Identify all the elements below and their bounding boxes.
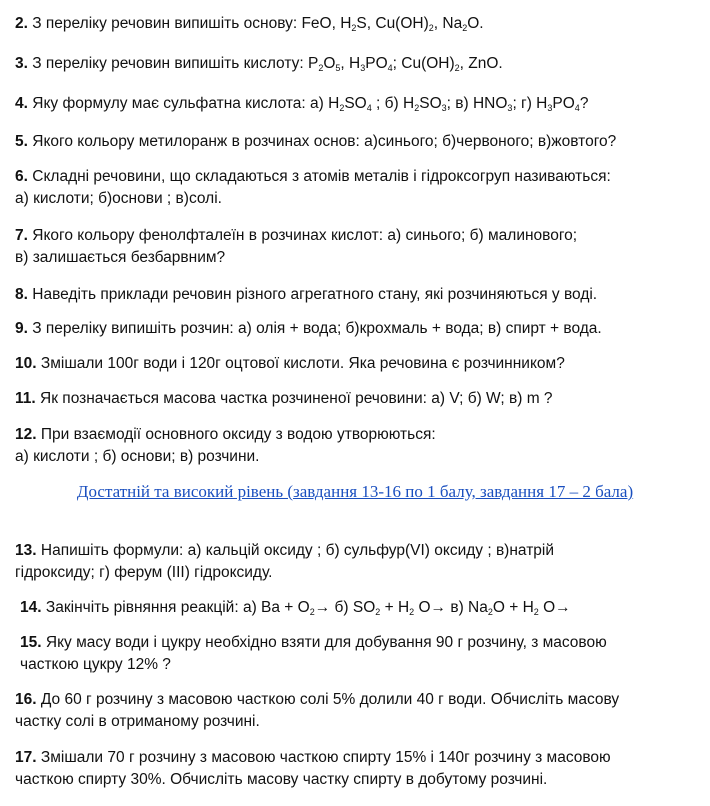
question-number: 12. <box>15 426 37 443</box>
question-text: Яку формулу має сульфатна кислота: а) $H_2SO_4$ ; б) $H_2SO_3$; в) $HNO_3$; г) $H_3PO_4$? <box>32 95 589 113</box>
question-number: 14. <box>20 599 42 616</box>
question-text: Якого кольору метилоранж в розчинах основ: а)синього; б)червоного; в)жовтого? <box>32 133 617 150</box>
question-options: а) кислоти ; б) основи; в) розчини. <box>15 448 260 465</box>
question-11 <box>15 388 700 410</box>
question-number: 17. <box>15 749 37 766</box>
question-number: 4. <box>15 95 28 112</box>
question-text: До 60 г розчину з масовою часткою солі 5% долили 40 г води. Обчисліть масову <box>40 691 620 708</box>
section-heading: Достатній та високий рівень (завдання 13-16 по 1 балу, завдання 17 – 2 бала) <box>76 482 634 501</box>
question-14 <box>20 597 700 619</box>
question-number: 5. <box>15 133 28 150</box>
question-options: гідроксиду; г) ферум (III) гідроксиду. <box>15 564 273 581</box>
question-text: З переліку речовин випишіть основу: FeO, $H_2S$, $Cu(OH)_2$, $Na_2O$. <box>32 15 484 33</box>
question-number: 8. <box>15 286 28 303</box>
question-17 <box>15 747 700 791</box>
question-9 <box>15 318 700 340</box>
question-text: Якого кольору фенолфталеїн в розчинах кислот: а) синього; б) малинового; <box>32 227 578 244</box>
question-text-cont: часткою цукру 12% ? <box>20 656 171 673</box>
question-13 <box>15 540 700 584</box>
question-5 <box>15 131 700 153</box>
question-6 <box>15 166 700 210</box>
question-4 <box>15 93 700 115</box>
question-number: 15. <box>20 634 42 651</box>
question-text: Змішали 70 г розчину з масовою часткою спирту 15% і 140г розчину з масовою <box>40 749 611 766</box>
question-text-cont: часткою спирту 30%. Обчисліть масову частку спирту в добутому розчині. <box>15 771 548 788</box>
question-number: 2. <box>15 15 28 32</box>
question-15 <box>20 632 700 676</box>
question-options: в) залишається безбарвним? <box>15 249 226 266</box>
question-16 <box>15 689 700 733</box>
question-number: 9. <box>15 320 28 337</box>
question-3 <box>15 53 700 75</box>
question-text: Наведіть приклади речовин різного агрегатного стану, які розчиняються у воді. <box>32 286 598 303</box>
question-number: 7. <box>15 227 28 244</box>
question-2 <box>15 13 700 35</box>
question-number: 6. <box>15 168 28 185</box>
question-number: 13. <box>15 542 37 559</box>
question-text: Напишіть формули: а) кальцій оксиду ; б) сульфур(VI) оксиду ; в)натрій <box>40 542 555 559</box>
question-number: 10. <box>15 355 37 372</box>
question-text: Закінчіть рівняння реакцій: а) $Ba + O_2\to б$) $SO_2 + H_2$ O→ в) $Na_2O + H_2$ O→ <box>45 599 571 617</box>
question-text: Як позначається масова частка розчиненої речовини: а) V; б) W; в) m ? <box>40 390 553 407</box>
question-text: Змішали 100г води і 120г оцтової кислоти. Яка речовина є розчинником? <box>40 355 565 372</box>
question-options: а) кислоти; б)основи ; в)солі. <box>15 190 222 207</box>
question-12 <box>15 424 700 468</box>
question-8 <box>15 284 700 306</box>
question-text: Яку масу води і цукру необхідно взяти для добування 90 г розчину, з масовою <box>45 634 607 651</box>
question-10 <box>15 353 700 375</box>
question-number: 3. <box>15 55 28 72</box>
question-text: При взаємодії основного оксиду з водою утворюються: <box>40 426 436 443</box>
question-number: 11. <box>15 390 36 407</box>
question-text-cont: частку солі в отриманому розчині. <box>15 713 260 730</box>
question-number: 16. <box>15 691 37 708</box>
question-7 <box>15 225 700 269</box>
question-text: Складні речовини, що складаються з атомів металів і гідроксогруп називаються: <box>32 168 611 185</box>
question-text: З переліку речовин випишіть кислоту: $P_2O_5$, $H_3PO_4$; $Cu(OH)_2$, ZnO. <box>32 55 503 73</box>
question-text: З переліку випишіть розчин: а) олія + вода; б)крохмаль + вода; в) спирт + вода. <box>32 320 602 337</box>
